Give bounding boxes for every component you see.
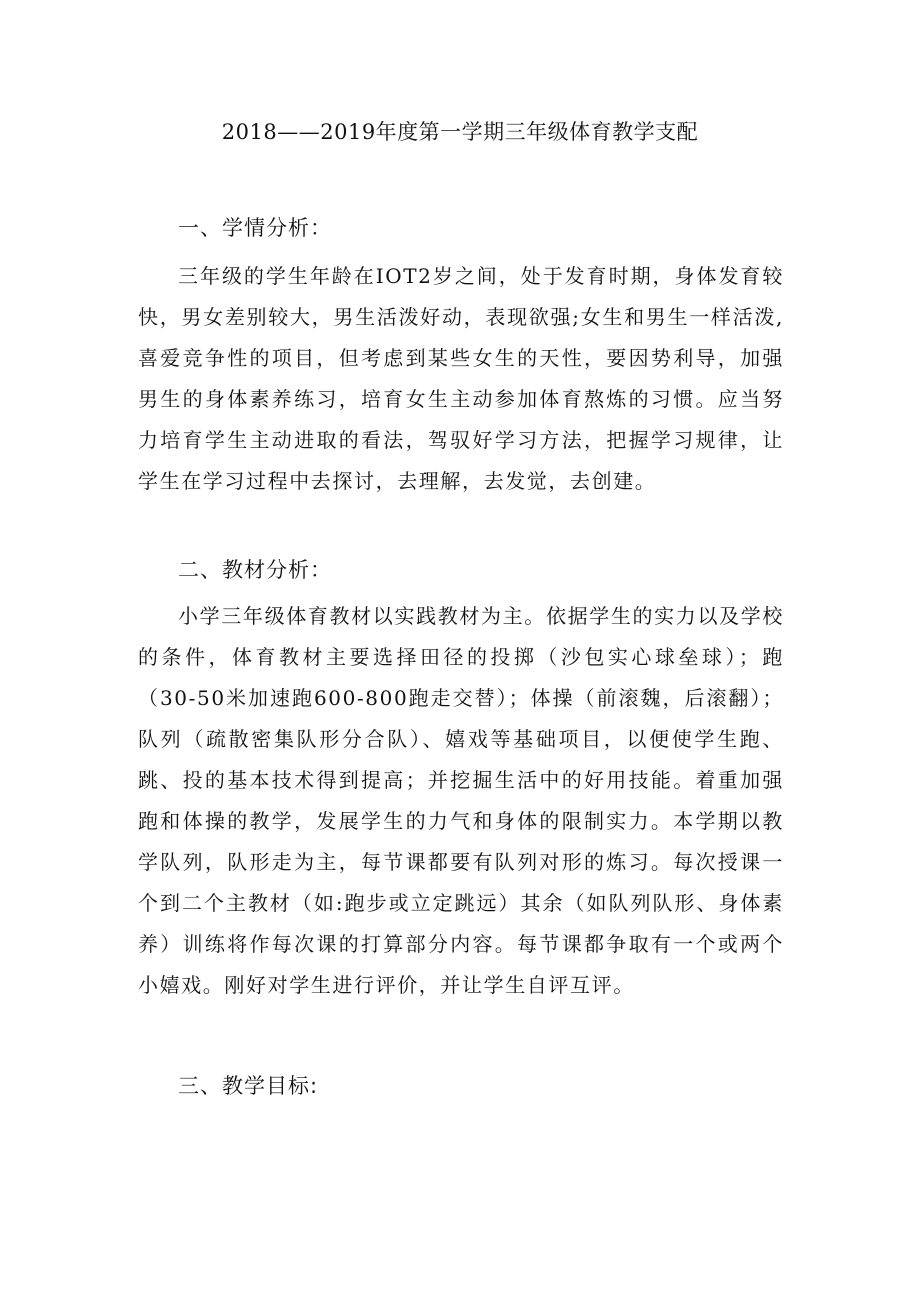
section-paragraph-textbook-analysis: 小学三年级体育教材以实践教材为主。依据学生的实力以及学校的条件，体育教材主要选择田径的投掷（沙包实心球垒球）；跑（30-50米加速跑600-800跑走交替）；体操（前滚魏，后滚翻）；队列（疏散密集队形分合队）、嬉戏等基础项目，以便使学生跑、跳、投的基本技术得到提高；并挖掘生活中的好用技能。着重加强跑和体操的教学，发展学生的力气和身体的限制实力。本学期以教学队列，队形走为主，每节课都要有队列对形的炼习。每次授课一个到二个主教材（如:跑步或立定跳远）其余（如队列队形、身体素养）训练将作每次课的打算部分内容。每节课都争取有一个或两个小嬉戏。刚好对学生进行评价，并让学生自评互评。	[138, 604, 784, 997]
section-heading-textbook-analysis: 二、教材分析：	[178, 558, 332, 582]
section-heading-learning-analysis: 一、学情分析：	[178, 216, 332, 240]
document-title: 2018——2019年度第一学期三年级体育教学支配	[221, 120, 699, 144]
section-heading-teaching-goals: 三、教学目标:	[178, 1074, 319, 1098]
section-paragraph-learning-analysis: 三年级的学生年龄在IOT2岁之间，处于发育时期，身体发育较快，男女差别较大，男生活泼好动，表现欲强;女生和男生一样活泼,喜爱竞争性的项目，但考虑到某些女生的天性，要因势利导，加强男生的身体素养练习，培育女生主动参加体育熬炼的习惯。应当努力培育学生主动进取的看法，驾驭好学习方法，把握学习规律，让学生在学习过程中去探讨，去理解，去发觉，去创建。	[138, 264, 784, 493]
